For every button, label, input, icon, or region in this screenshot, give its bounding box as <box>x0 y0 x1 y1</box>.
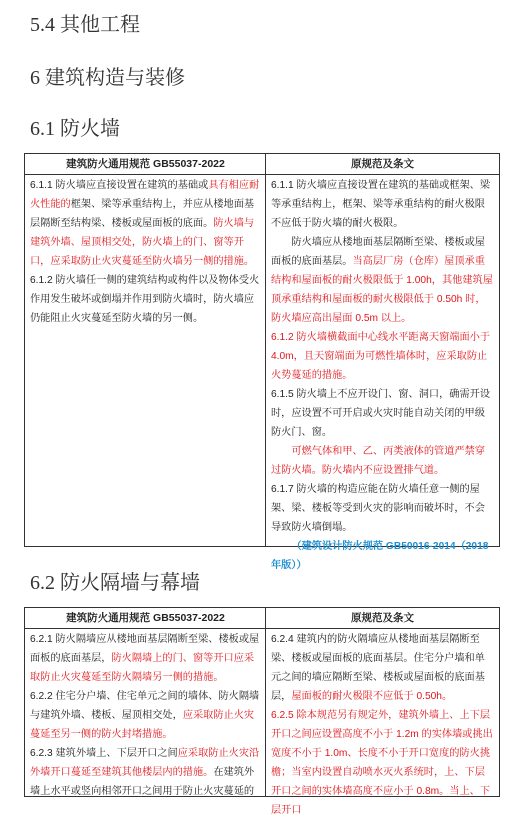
clause-paragraph <box>271 176 495 233</box>
clause-text: 当高层厂房（仓库）屋顶承重结构和屋面板的耐火极限低于 1.00h，其他建筑屋顶承重结构和屋面板的耐火极限低于 0.50h 时，防火墙应高出屋面 0.5m 以上。 <box>271 256 493 324</box>
clause-paragraph <box>271 480 495 537</box>
clause-paragraph <box>30 271 260 328</box>
table-header <box>25 608 499 629</box>
clause-text: 6.1.1 防火墙应直接设置在建筑的基础或框架、梁等承重结构上，框架、梁等承重结构的耐火极限不应低于防火墙的耐火极限。 <box>271 180 491 229</box>
clause-paragraph <box>271 385 495 442</box>
old-code-cell <box>271 176 495 575</box>
header-old-code: 原规范及条文 <box>351 612 414 624</box>
comparison-table-fire-partition <box>24 607 500 816</box>
clause-text: 6.1.1 防火墙应直接设置在建筑的基础或 <box>30 180 209 191</box>
clause-paragraph <box>271 706 495 820</box>
heading-6: 6 建筑构造与装修 <box>30 67 185 89</box>
clause-paragraph <box>271 442 495 480</box>
heading-5-4: 5.4 其他工程 <box>30 14 140 36</box>
header-new-code: 建筑防火通用规范 GB55037-2022 <box>66 612 225 624</box>
clause-paragraph <box>271 233 495 328</box>
clause-paragraph <box>271 630 495 706</box>
clause-text: 应采取防止火灾蔓延至另一侧的防火封堵措施。 <box>30 710 255 740</box>
clause-text: 6.1.2 防火墙任一侧的建筑结构或构件以及物体受火作用发生破坏或倒塌并作用到防火墙时，防火墙应仍能阻止火灾蔓延至防火墙的另一侧。 <box>30 275 260 324</box>
clause-text: 6.2.1 防火隔墙应从楼地面基层隔断至梁、楼板或屋面板的底面基层， <box>30 634 260 664</box>
table-header <box>25 154 499 175</box>
header-old-code: 原规范及条文 <box>351 158 414 170</box>
clause-text: 6.2.5 除本规范另有规定外，建筑外墙上、上下层开口之间应设置高度不小于 1.2m 的实体墙或挑出宽度不小于 1.0m、长度不小于开口宽度的防火挑檐；当室内设置自动喷水灭火系统时，上、下层开口之间的实体墙高度不应小于 0.8m。当上、下层开口 <box>271 710 493 816</box>
new-code-cell <box>30 176 260 328</box>
heading-6-2: 6.2 防火隔墙与幕墙 <box>30 572 200 594</box>
clause-paragraph <box>30 744 260 801</box>
clause-text: 防火隔墙上的门、窗等开口应采取防止火灾蔓延至防火隔墙另一侧的措施。 <box>30 653 255 683</box>
clause-text: 6.1.5 防火墙上不应开设门、窗、洞口，确需开设时，应设置不可开启或火灾时能自动关闭的甲级防火门、窗。 <box>271 389 491 438</box>
heading-6-1: 6.1 防火墙 <box>30 118 120 140</box>
clause-paragraph <box>30 687 260 744</box>
clause-text: 可燃气体和甲、乙、丙类液体的管道严禁穿过防火墙。防火墙内不应设置排气道。 <box>271 446 485 476</box>
clause-text: 6.2.2 住宅分户墙、住宅单元之间的墙体、防火隔墙与建筑外墙、楼板、屋顶相交处， <box>30 691 260 721</box>
clause-text: 防火墙与建筑外墙、屋顶相交处，防火墙上的门、窗等开口，应采取防止火灾蔓延至防火墙另一侧的措施。 <box>30 218 255 267</box>
clause-text: 6.2.3 建筑外墙上、下层开口之间 <box>30 748 178 759</box>
clause-paragraph <box>30 176 260 271</box>
clause-text: 具有相应耐火性能的 <box>30 180 260 210</box>
clause-text: 6.1.7 防火墙的构造应能在防火墙任意一侧的屋架、梁、楼板等受到火灾的影响而破坏时，不会导致防火墙倒塌。 <box>271 484 485 533</box>
clause-text: （建筑设计防火规范 GB50016-2014（2018 年版）） <box>271 541 489 571</box>
column-divider <box>265 608 266 796</box>
clause-paragraph <box>271 328 495 385</box>
column-divider <box>265 154 266 546</box>
comparison-table-fire-wall <box>24 153 500 571</box>
clause-text: 屋面板的耐火极限不应低于 0.50h。 <box>291 691 453 702</box>
clause-text: 防火墙应从楼地面基层隔断至梁、楼板或屋面板的底面基层。 <box>271 237 485 267</box>
clause-paragraph <box>271 537 495 575</box>
clause-text: 应采取防止火灾沿外墙开口蔓延至建筑其他楼层内的措施。 <box>30 748 260 778</box>
clause-text: 在建筑外墙上水平或竖向相邻开口之间用于防止火灾蔓延的 <box>30 767 255 797</box>
clause-text: 框架、梁等承重结构上，并应从楼地面基层隔断至结构梁、楼板或屋面板的底面。 <box>30 199 255 229</box>
clause-text: 6.1.2 防火墙横截面中心线水平距离天窗端面小于 4.0m，且天窗端面为可燃性墙体时，应采取防止火势蔓延的措施。 <box>271 332 491 381</box>
old-code-cell <box>271 630 495 820</box>
header-new-code: 建筑防火通用规范 GB55037-2022 <box>66 158 225 170</box>
clause-text: 6.2.4 建筑内的防火隔墙应从楼地面基层隔断至梁、楼板或屋面板的底面基层。住宅分户墙和单元之间的墙应隔断至梁、楼板或屋面板的底面基层， <box>271 634 485 702</box>
clause-paragraph <box>30 630 260 687</box>
new-code-cell <box>30 630 260 801</box>
